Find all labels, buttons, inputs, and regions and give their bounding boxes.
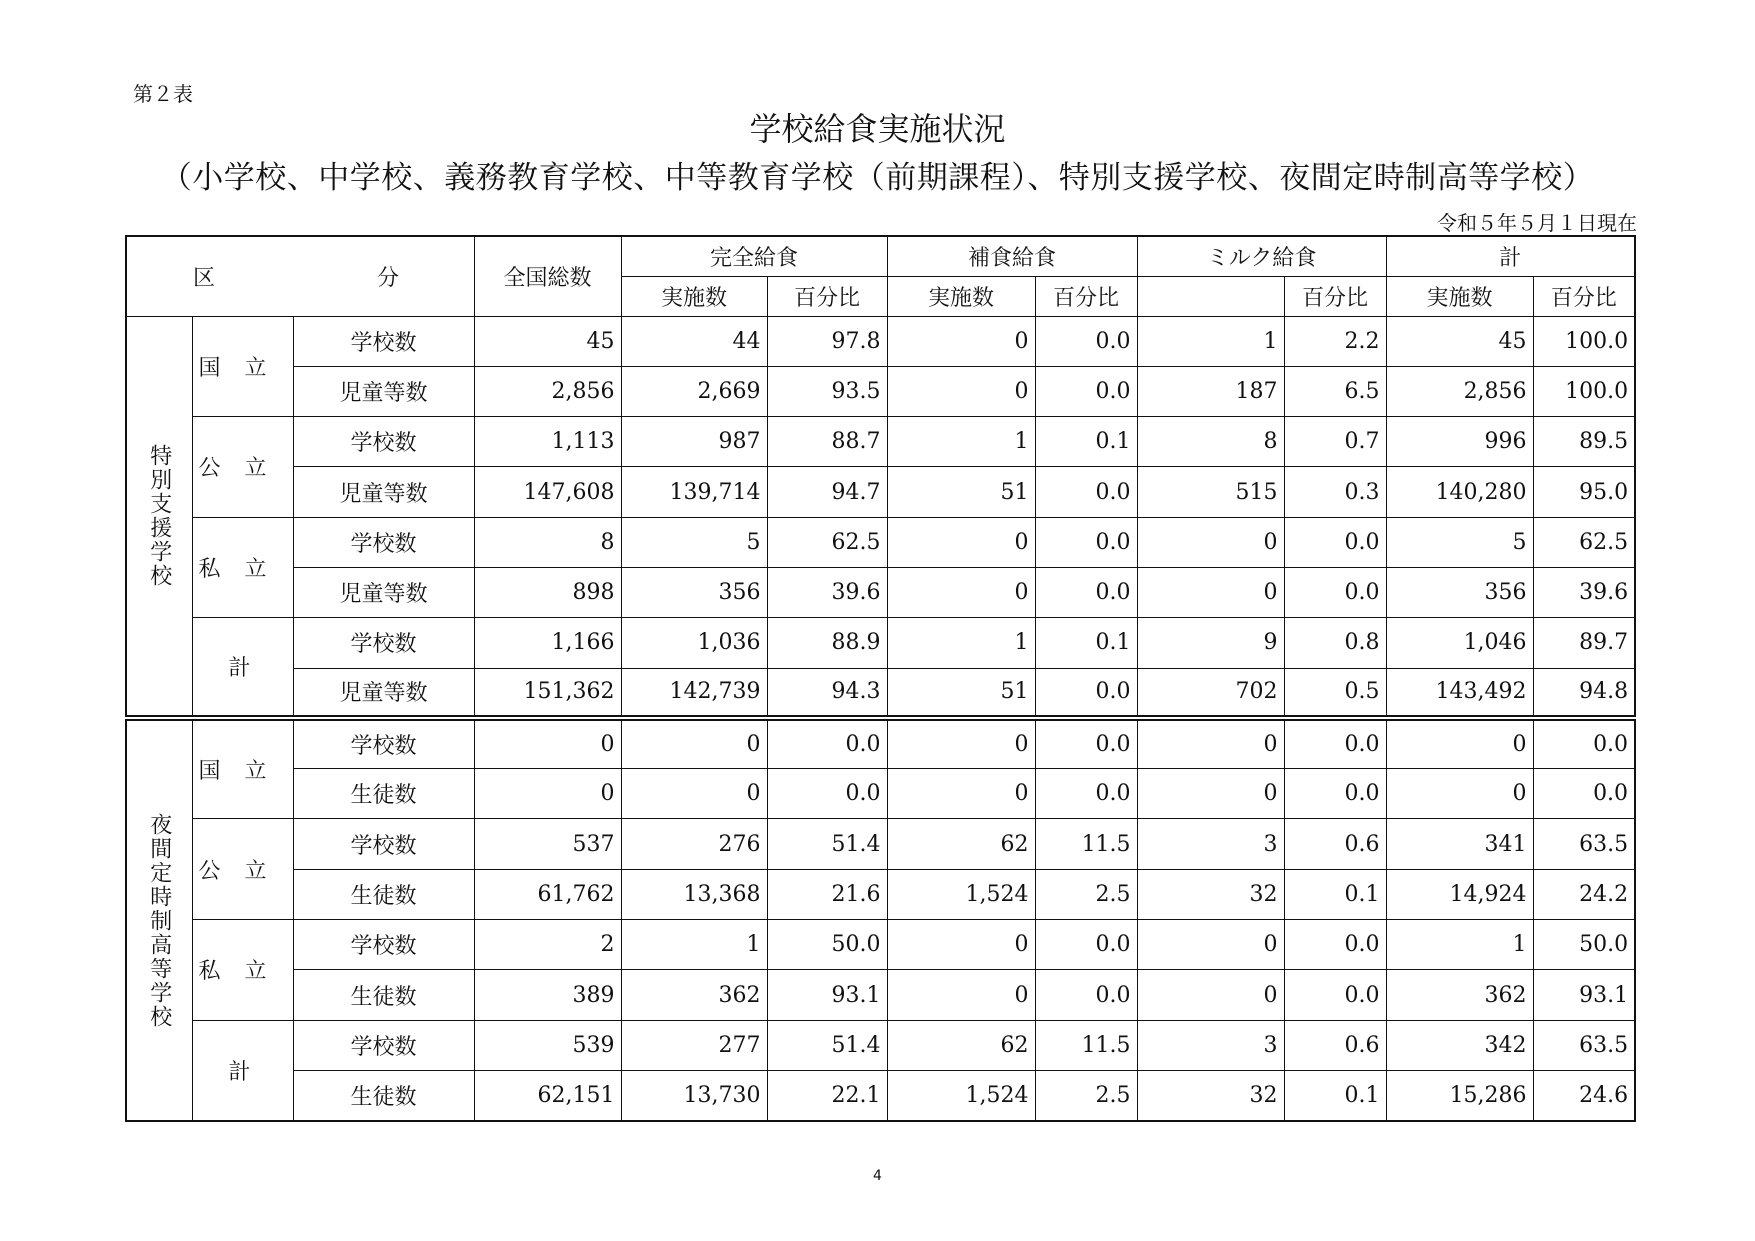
table-row [126, 869, 1635, 919]
metric-label: 生徒数 [293, 970, 474, 1020]
complete-implemented-cell: 142,739 [621, 668, 767, 718]
supplementary-percentage-cell: 0.0 [1035, 769, 1137, 819]
total-implemented-cell: 356 [1386, 567, 1533, 617]
complete-implemented-cell: 44 [621, 316, 767, 366]
complete-implemented-cell: 5 [621, 517, 767, 567]
milk-percentage-cell: 0.1 [1284, 1070, 1386, 1120]
milk-implemented-cell: 9 [1137, 618, 1284, 668]
milk-percentage-cell: 0.0 [1284, 567, 1386, 617]
metric-label: 学校数 [293, 517, 474, 567]
milk-implemented-cell: 187 [1137, 366, 1284, 416]
total-implemented-cell: 5 [1386, 517, 1533, 567]
complete-implemented-cell: 362 [621, 970, 767, 1020]
metric-label: 児童等数 [293, 567, 474, 617]
complete-implemented-cell: 356 [621, 567, 767, 617]
total-percentage-cell: 95.0 [1533, 467, 1635, 517]
milk-implemented-cell: 3 [1137, 1020, 1284, 1070]
total-implemented-cell: 1 [1386, 920, 1533, 970]
supplementary-percentage-cell: 0.0 [1035, 718, 1137, 768]
milk-implemented-cell: 0 [1137, 920, 1284, 970]
total-percentage-cell: 24.2 [1533, 869, 1635, 919]
milk-implemented-cell: 0 [1137, 517, 1284, 567]
milk-implemented-cell: 1 [1137, 316, 1284, 366]
complete-percentage-cell: 22.1 [767, 1070, 887, 1120]
total-percentage-cell: 89.7 [1533, 618, 1635, 668]
supplementary-implemented-cell: 0 [887, 366, 1035, 416]
header-complete-meal: 完全給食 [621, 236, 887, 276]
table-row [126, 668, 1635, 718]
supplementary-implemented-cell: 1 [887, 618, 1035, 668]
metric-label: 学校数 [293, 417, 474, 467]
complete-implemented-cell: 277 [621, 1020, 767, 1070]
table-body [126, 316, 1635, 1121]
supplementary-implemented-cell: 62 [887, 819, 1035, 869]
header-milk-meal: ミルク給食 [1137, 236, 1386, 276]
milk-percentage-cell: 0.1 [1284, 869, 1386, 919]
header-supplementary-meal: 補食給食 [887, 236, 1137, 276]
header-supplementary-implemented: 実施数 [887, 276, 1035, 316]
milk-percentage-cell: 0.7 [1284, 417, 1386, 467]
supplementary-implemented-cell: 51 [887, 467, 1035, 517]
complete-implemented-cell: 1 [621, 920, 767, 970]
milk-percentage-cell: 0.0 [1284, 920, 1386, 970]
table-row [126, 366, 1635, 416]
supplementary-implemented-cell: 1 [887, 417, 1035, 467]
table-row [126, 517, 1635, 567]
total-percentage-cell: 63.5 [1533, 819, 1635, 869]
total-percentage-cell: 93.1 [1533, 970, 1635, 1020]
table-row [126, 1070, 1635, 1120]
table-row [126, 618, 1635, 668]
total-implemented-cell: 14,924 [1386, 869, 1533, 919]
metric-label: 児童等数 [293, 668, 474, 718]
establishment-label: 公立 [192, 417, 293, 518]
milk-percentage-cell: 0.0 [1284, 769, 1386, 819]
milk-percentage-cell: 0.0 [1284, 970, 1386, 1020]
table-row [126, 1020, 1635, 1070]
complete-implemented-cell: 13,730 [621, 1070, 767, 1120]
page-subtitle: （小学校、中学校、義務教育学校、中等教育学校（前期課程）、特別支援学校、夜間定時制高等学校） [160, 160, 1595, 196]
complete-percentage-cell: 39.6 [767, 567, 887, 617]
milk-implemented-cell: 0 [1137, 769, 1284, 819]
total-implemented-cell: 362 [1386, 970, 1533, 1020]
school-type-label [126, 718, 192, 1120]
header-division: 区 分 [126, 236, 474, 316]
total-percentage-cell: 63.5 [1533, 1020, 1635, 1070]
header-complete-percentage: 百分比 [767, 276, 887, 316]
total-implemented-cell: 15,286 [1386, 1070, 1533, 1120]
supplementary-percentage-cell: 2.5 [1035, 869, 1137, 919]
total-percentage-cell: 62.5 [1533, 517, 1635, 567]
supplementary-percentage-cell: 11.5 [1035, 1020, 1137, 1070]
establishment-label: 計 [192, 618, 293, 719]
supplementary-percentage-cell: 0.0 [1035, 517, 1137, 567]
milk-implemented-cell: 515 [1137, 467, 1284, 517]
school-lunch-table [125, 235, 1636, 1122]
metric-label: 生徒数 [293, 869, 474, 919]
total-implemented-cell: 140,280 [1386, 467, 1533, 517]
school-type-text: 特別支援学校 [146, 443, 172, 588]
milk-implemented-cell: 3 [1137, 819, 1284, 869]
supplementary-percentage-cell: 0.0 [1035, 567, 1137, 617]
total-percentage-cell: 94.8 [1533, 668, 1635, 718]
complete-percentage-cell: 51.4 [767, 819, 887, 869]
milk-percentage-cell: 0.6 [1284, 1020, 1386, 1070]
milk-percentage-cell: 0.3 [1284, 467, 1386, 517]
page-title: 学校給食実施状況 [749, 110, 1006, 148]
supplementary-implemented-cell: 0 [887, 769, 1035, 819]
table-row [126, 467, 1635, 517]
total-percentage-cell: 24.6 [1533, 1070, 1635, 1120]
table-row [126, 417, 1635, 467]
total-implemented-cell: 342 [1386, 1020, 1533, 1070]
complete-percentage-cell: 94.7 [767, 467, 887, 517]
supplementary-implemented-cell: 0 [887, 718, 1035, 768]
national-total-cell: 539 [474, 1020, 621, 1070]
header-total-implemented: 実施数 [1386, 276, 1533, 316]
total-implemented-cell: 996 [1386, 417, 1533, 467]
supplementary-implemented-cell: 1,524 [887, 1070, 1035, 1120]
complete-percentage-cell: 88.7 [767, 417, 887, 467]
supplementary-percentage-cell: 0.0 [1035, 668, 1137, 718]
milk-implemented-cell: 702 [1137, 668, 1284, 718]
header-total: 計 [1386, 236, 1635, 276]
milk-percentage-cell: 0.6 [1284, 819, 1386, 869]
supplementary-implemented-cell: 0 [887, 970, 1035, 1020]
complete-percentage-cell: 93.1 [767, 970, 887, 1020]
school-type-label [126, 316, 192, 718]
total-implemented-cell: 341 [1386, 819, 1533, 869]
milk-implemented-cell: 32 [1137, 869, 1284, 919]
establishment-label: 国立 [192, 316, 293, 417]
milk-percentage-cell: 6.5 [1284, 366, 1386, 416]
header-milk-percentage: 百分比 [1284, 276, 1386, 316]
national-total-cell: 389 [474, 970, 621, 1020]
total-implemented-cell: 0 [1386, 718, 1533, 768]
national-total-cell: 537 [474, 819, 621, 869]
complete-percentage-cell: 0.0 [767, 769, 887, 819]
milk-percentage-cell: 0.0 [1284, 718, 1386, 768]
header-milk-implemented [1137, 276, 1284, 316]
milk-implemented-cell: 0 [1137, 970, 1284, 1020]
total-percentage-cell: 100.0 [1533, 316, 1635, 366]
total-percentage-cell: 89.5 [1533, 417, 1635, 467]
establishment-label: 公立 [192, 819, 293, 920]
supplementary-implemented-cell: 0 [887, 567, 1035, 617]
table-row [126, 970, 1635, 1020]
supplementary-implemented-cell: 0 [887, 517, 1035, 567]
supplementary-percentage-cell: 2.5 [1035, 1070, 1137, 1120]
metric-label: 児童等数 [293, 366, 474, 416]
complete-implemented-cell: 1,036 [621, 618, 767, 668]
table-row [126, 567, 1635, 617]
total-implemented-cell: 2,856 [1386, 366, 1533, 416]
national-total-cell: 1,166 [474, 618, 621, 668]
complete-percentage-cell: 97.8 [767, 316, 887, 366]
supplementary-implemented-cell: 62 [887, 1020, 1035, 1070]
supplementary-percentage-cell: 0.0 [1035, 970, 1137, 1020]
milk-percentage-cell: 0.0 [1284, 517, 1386, 567]
total-implemented-cell: 0 [1386, 769, 1533, 819]
national-total-cell: 147,608 [474, 467, 621, 517]
complete-implemented-cell: 987 [621, 417, 767, 467]
complete-percentage-cell: 50.0 [767, 920, 887, 970]
complete-percentage-cell: 93.5 [767, 366, 887, 416]
header-national-total: 全国総数 [474, 236, 621, 316]
school-type-text: 夜間定時制高等学校 [146, 812, 172, 1029]
complete-percentage-cell: 88.9 [767, 618, 887, 668]
total-percentage-cell: 100.0 [1533, 366, 1635, 416]
metric-label: 児童等数 [293, 467, 474, 517]
supplementary-implemented-cell: 0 [887, 920, 1035, 970]
national-total-cell: 2,856 [474, 366, 621, 416]
metric-label: 学校数 [293, 718, 474, 768]
supplementary-percentage-cell: 0.0 [1035, 316, 1137, 366]
page-number: 4 [873, 1168, 882, 1184]
supplementary-percentage-cell: 0.1 [1035, 417, 1137, 467]
complete-implemented-cell: 0 [621, 769, 767, 819]
metric-label: 学校数 [293, 920, 474, 970]
complete-implemented-cell: 2,669 [621, 366, 767, 416]
supplementary-percentage-cell: 0.0 [1035, 920, 1137, 970]
national-total-cell: 1,113 [474, 417, 621, 467]
national-total-cell: 2 [474, 920, 621, 970]
complete-percentage-cell: 62.5 [767, 517, 887, 567]
national-total-cell: 45 [474, 316, 621, 366]
supplementary-implemented-cell: 51 [887, 668, 1035, 718]
establishment-label: 私立 [192, 920, 293, 1021]
national-total-cell: 62,151 [474, 1070, 621, 1120]
establishment-label: 私立 [192, 517, 293, 618]
header-supplementary-percentage: 百分比 [1035, 276, 1137, 316]
complete-implemented-cell: 0 [621, 718, 767, 768]
complete-percentage-cell: 0.0 [767, 718, 887, 768]
complete-implemented-cell: 139,714 [621, 467, 767, 517]
header-total-percentage: 百分比 [1533, 276, 1635, 316]
metric-label: 生徒数 [293, 1070, 474, 1120]
milk-implemented-cell: 8 [1137, 417, 1284, 467]
table-row [126, 316, 1635, 366]
table-row [126, 819, 1635, 869]
complete-implemented-cell: 13,368 [621, 869, 767, 919]
complete-percentage-cell: 94.3 [767, 668, 887, 718]
total-implemented-cell: 143,492 [1386, 668, 1533, 718]
national-total-cell: 898 [474, 567, 621, 617]
complete-implemented-cell: 276 [621, 819, 767, 869]
supplementary-implemented-cell: 0 [887, 316, 1035, 366]
total-percentage-cell: 0.0 [1533, 718, 1635, 768]
national-total-cell: 8 [474, 517, 621, 567]
total-percentage-cell: 39.6 [1533, 567, 1635, 617]
supplementary-implemented-cell: 1,524 [887, 869, 1035, 919]
supplementary-percentage-cell: 0.0 [1035, 467, 1137, 517]
national-total-cell: 151,362 [474, 668, 621, 718]
milk-percentage-cell: 0.5 [1284, 668, 1386, 718]
table-row [126, 718, 1635, 768]
establishment-label: 計 [192, 1020, 293, 1121]
header-complete-implemented: 実施数 [621, 276, 767, 316]
total-implemented-cell: 45 [1386, 316, 1533, 366]
national-total-cell: 0 [474, 718, 621, 768]
total-percentage-cell: 50.0 [1533, 920, 1635, 970]
metric-label: 生徒数 [293, 769, 474, 819]
total-implemented-cell: 1,046 [1386, 618, 1533, 668]
milk-implemented-cell: 32 [1137, 1070, 1284, 1120]
national-total-cell: 61,762 [474, 869, 621, 919]
milk-percentage-cell: 2.2 [1284, 316, 1386, 366]
metric-label: 学校数 [293, 316, 474, 366]
supplementary-percentage-cell: 0.0 [1035, 366, 1137, 416]
supplementary-percentage-cell: 0.1 [1035, 618, 1137, 668]
as-of-date: 令和５年５月１日現在 [1437, 211, 1637, 235]
milk-implemented-cell: 0 [1137, 567, 1284, 617]
national-total-cell: 0 [474, 769, 621, 819]
complete-percentage-cell: 21.6 [767, 869, 887, 919]
metric-label: 学校数 [293, 819, 474, 869]
table-row [126, 920, 1635, 970]
supplementary-percentage-cell: 11.5 [1035, 819, 1137, 869]
establishment-label: 国立 [192, 718, 293, 819]
metric-label: 学校数 [293, 1020, 474, 1070]
table-number: 第２表 [133, 82, 193, 106]
total-percentage-cell: 0.0 [1533, 769, 1635, 819]
metric-label: 学校数 [293, 618, 474, 668]
complete-percentage-cell: 51.4 [767, 1020, 887, 1070]
table-row [126, 769, 1635, 819]
milk-percentage-cell: 0.8 [1284, 618, 1386, 668]
milk-implemented-cell: 0 [1137, 718, 1284, 768]
